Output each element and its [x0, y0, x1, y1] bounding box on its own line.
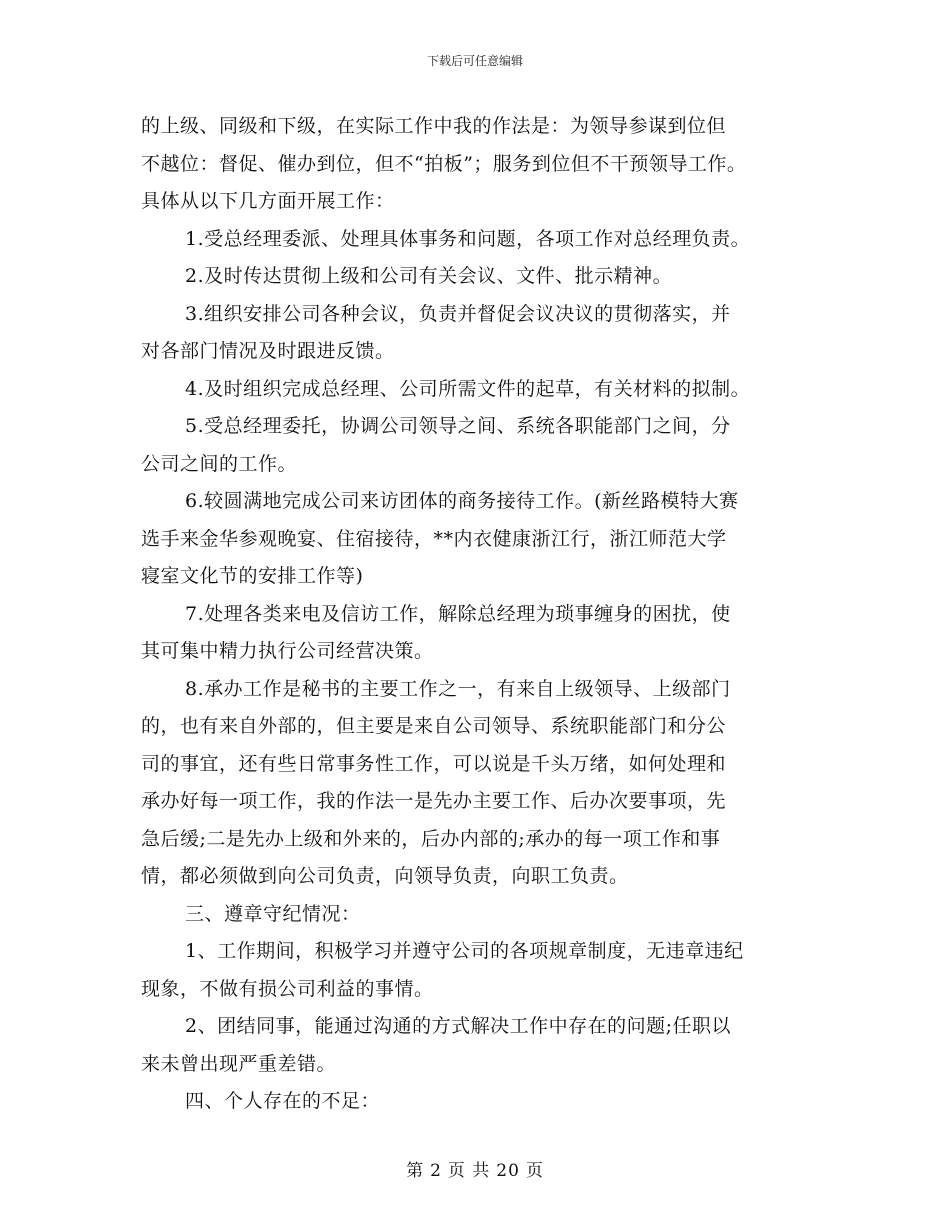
text-line: 急后缓;二是先办上级和外来的，后办内部的;承办的每一项工作和事 [141, 827, 721, 850]
footer-prefix: 第 [406, 1161, 425, 1181]
footer-total-pages: 20 [496, 1161, 520, 1181]
text-line: 2.及时传达贯彻上级和公司有关会议、文件、批示精神。 [185, 265, 673, 287]
page-footer [0, 1156, 950, 1181]
text-line: 3.组织安排公司各种会议，负责并督促会议决议的贯彻落实，并 [185, 302, 731, 325]
page-header: 下载后可任意编辑 [426, 54, 523, 68]
footer-current-page: 2 [430, 1161, 442, 1181]
text-line: 不越位：督促、催办到位，但不“拍板”；服务到位但不干预领导工作。 [141, 152, 747, 175]
text-line: 情，都必须做到向公司负责，向领导负责，向职工负责。 [141, 865, 629, 887]
text-line: 三、遵章守纪情况： [185, 902, 361, 925]
text-line: 寝室文化节的安排工作等) [141, 565, 364, 587]
document-body [141, 108, 821, 1121]
text-line: 6.较圆满地完成公司来访团体的商务接待工作。(新丝路模特大赛 [185, 490, 739, 512]
text-line: 7.处理各类来电及信访工作，解除总经理为琐事缠身的困扰，使 [185, 602, 731, 625]
footer-suffix: 页 [525, 1161, 544, 1181]
text-line: 四、个人存在的不足： [185, 1090, 381, 1112]
text-line: 1、工作期间，积极学习并遵守公司的各项规章制度，无违章违纪 [185, 940, 744, 962]
text-line: 4.及时组织完成总经理、公司所需文件的起草，有关材料的拟制。 [185, 377, 751, 400]
text-line: 公司之间的工作。 [141, 452, 298, 475]
text-line: 承办好每一项工作，我的作法一是先办主要工作、后办次要事项，先 [141, 790, 727, 812]
text-line: 的，也有来自外部的，但主要是来自公司领导、系统职能部门和分公 [141, 715, 727, 737]
text-line: 对各部门情况及时跟进反馈。 [141, 340, 395, 362]
text-line: 具体从以下几方面开展工作： [141, 190, 395, 212]
text-line: 的上级、同级和下级，在实际工作中我的作法是：为领导参谋到位但 [141, 115, 727, 137]
text-line: 司的事宜，还有些日常事务性工作，可以说是千头万绪，如何处理和 [141, 752, 727, 775]
footer-middle: 页 共 [447, 1161, 491, 1181]
text-line: 选手来金华参观晚宴、住宿接待，**内衣健康浙江行，浙江师范大学 [141, 527, 727, 550]
text-line: 来未曾出现严重差错。 [141, 1052, 337, 1075]
text-line: 其可集中精力执行公司经营决策。 [141, 640, 434, 662]
text-line: 2、团结同事，能通过沟通的方式解决工作中存在的问题;任职以 [185, 1015, 731, 1037]
text-line: 5.受总经理委托，协调公司领导之间、系统各职能部门之间，分 [185, 415, 731, 437]
text-line: 8.承办工作是秘书的主要工作之一，有来自上级领导、上级部门 [185, 677, 731, 700]
text-line: 现象，不做有损公司利益的事情。 [141, 977, 434, 1000]
text-line: 1.受总经理委派、处理具体事务和问题，各项工作对总经理负责。 [185, 227, 751, 250]
